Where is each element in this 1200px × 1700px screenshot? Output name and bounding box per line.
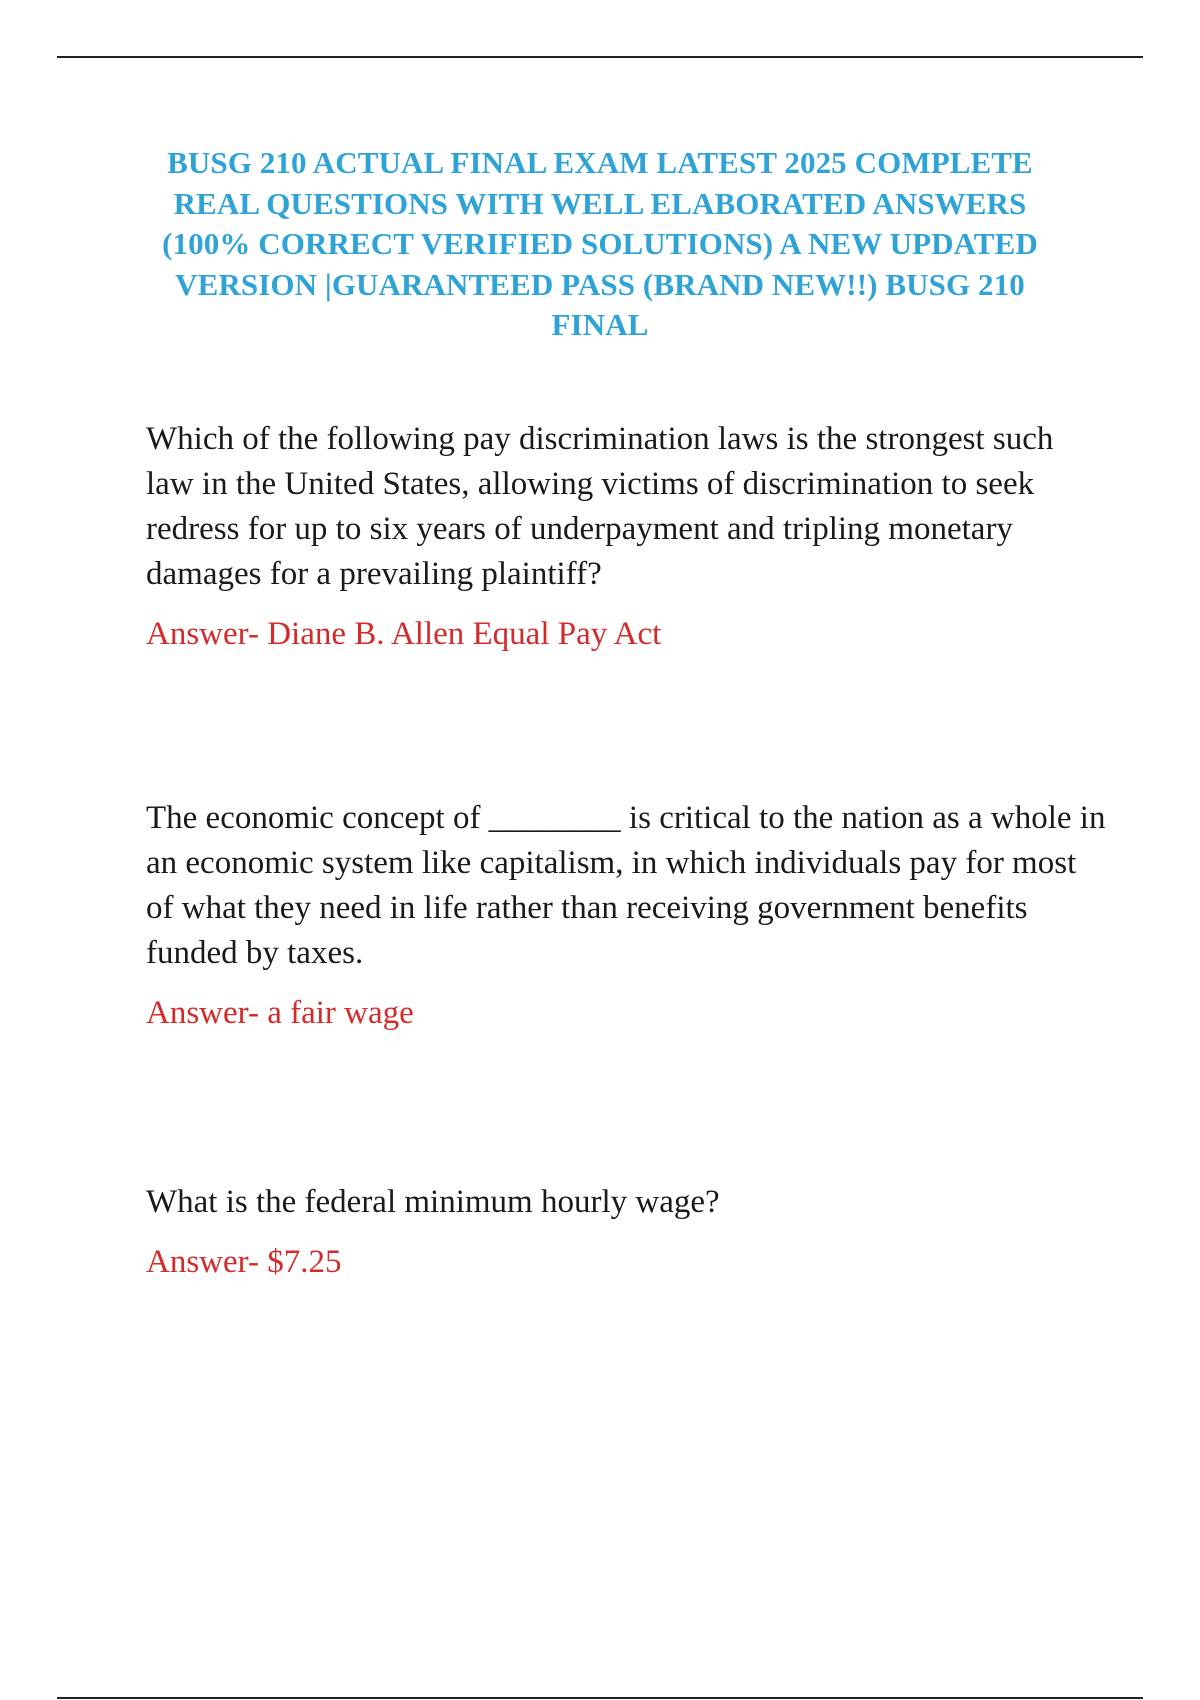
qa-item <box>146 1180 1106 1285</box>
answer-text: Answer- $7.25 <box>146 1244 342 1280</box>
qa-item <box>146 796 1106 1036</box>
question-text: What is the federal minimum hourly wage? <box>146 1184 720 1220</box>
question-text: The economic concept of ________ is critical to the nation as a whole in an economic system like capitalism, in which individuals pay for most of what they need in life rather than receiving government benefits funded by taxes. <box>146 800 1106 971</box>
document-title: BUSG 210 ACTUAL FINAL EXAM LATEST 2025 COMPLETE REAL QUESTIONS WITH WELL ELABORATED ANSWERS (100% CORRECT VERIFIED SOLUTIONS) A NEW UPDATED VERSION |GUARANTEED PASS (BRAND NEW!!) BUSG 210 FINAL <box>162 145 1038 342</box>
answer-text: Answer- Diane B. Allen Equal Pay Act <box>146 616 662 652</box>
bottom-divider <box>57 1697 1143 1699</box>
answer-text: Answer- a fair wage <box>146 995 414 1031</box>
qa-item <box>146 417 1106 657</box>
top-divider <box>57 56 1143 58</box>
question-text: Which of the following pay discrimination laws is the strongest such law in the United States, allowing victims of discrimination to seek redress for up to six years of underpayment and tripling monetary damages for a prevailing plaintiff? <box>146 421 1054 592</box>
